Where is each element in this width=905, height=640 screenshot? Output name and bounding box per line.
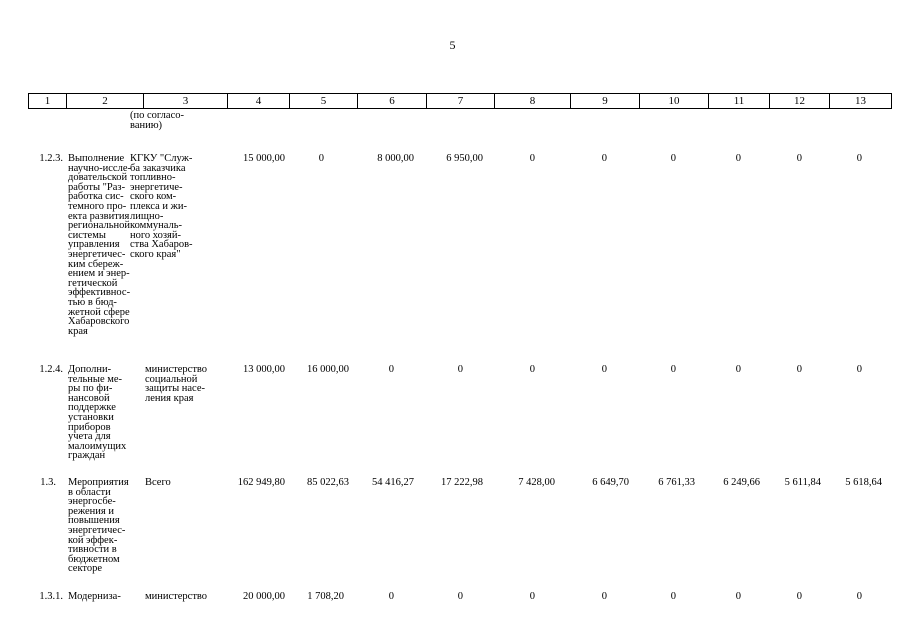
executor-cell: КГКУ "Служ- ба заказчика топливно- энергетиче- ского ком- плекса и жи- лищно- коммуналь- ного хозяй- ства Хабаров- ского края": [130, 153, 193, 260]
name-cell: Выполнение научно-иссле- довательской работы "Раз- работка сис- темного про- екта развития региональной системы управления энергетичес- ким сбереж- ением и энер- гетической эффективнос- тью в бюд- жетной сфере Хабаровского края: [68, 153, 131, 337]
code-cell: 1.3.1.: [39, 591, 63, 602]
name-cell: Мероприятия в области энергосбе- режения и повышения энергетичес- кой эффек- тивности в бюджетном секторе: [68, 477, 129, 575]
code-cell: 1.3.: [40, 477, 56, 488]
value-col-5: 0: [318, 153, 324, 164]
value-col-12: 0: [796, 153, 802, 164]
value-col-6: 54 416,27: [372, 477, 414, 488]
header-col-11: 11: [709, 94, 770, 108]
value-col-6: 0: [388, 364, 394, 375]
code-cell: 1.2.4.: [39, 364, 63, 375]
value-col-10: 0: [670, 364, 676, 375]
value-col-13: 0: [856, 364, 862, 375]
value-col-4: 15 000,00: [243, 153, 285, 164]
name-cell: Дополни- тельные ме- ры по фи- нансовой поддержке установки приборов учета для малоимущих граждан: [68, 364, 127, 462]
header-col-6: 6: [358, 94, 427, 108]
header-col-8: 8: [495, 94, 571, 108]
value-col-12: 5 611,84: [784, 477, 821, 488]
value-col-10: 0: [670, 591, 676, 602]
value-col-7: 0: [457, 591, 463, 602]
value-col-8: 0: [529, 364, 535, 375]
header-col-5: 5: [290, 94, 358, 108]
value-col-4: 162 949,80: [237, 477, 285, 488]
value-col-8: 0: [529, 153, 535, 164]
value-col-5: 16 000,00: [307, 364, 349, 375]
value-col-11: 6 249,66: [723, 477, 760, 488]
value-col-9: 6 649,70: [592, 477, 629, 488]
name-cell: Модерниза-: [68, 591, 121, 602]
executor-cell: министерство: [145, 591, 208, 602]
value-col-13: 5 618,64: [845, 477, 882, 488]
header-col-9: 9: [571, 94, 640, 108]
value-col-12: 0: [796, 364, 802, 375]
value-col-7: 6 950,00: [446, 153, 483, 164]
value-col-12: 0: [796, 591, 802, 602]
value-col-4: 13 000,00: [243, 364, 285, 375]
value-col-9: 0: [601, 153, 607, 164]
value-col-5: 1 708,20: [307, 591, 344, 602]
value-col-7: 17 222,98: [441, 477, 483, 488]
value-col-10: 0: [670, 153, 676, 164]
value-col-11: 0: [735, 364, 741, 375]
executor-cell: Всего: [145, 477, 171, 488]
table-header-row: [28, 93, 892, 109]
value-col-8: 0: [529, 591, 535, 602]
code-cell: 1.2.3.: [39, 153, 63, 164]
value-col-8: 7 428,00: [518, 477, 555, 488]
value-col-5: 85 022,63: [307, 477, 349, 488]
header-col-13: 13: [855, 95, 866, 107]
executor-cell: (по согласо- ванию): [130, 110, 184, 131]
value-col-7: 0: [457, 364, 463, 375]
header-col-3: 3: [144, 94, 228, 108]
value-col-6: 0: [388, 591, 394, 602]
header-col-10: 10: [640, 94, 709, 108]
header-col-12: 12: [770, 94, 830, 108]
value-col-13: 0: [856, 591, 862, 602]
value-col-10: 6 761,33: [658, 477, 695, 488]
value-col-13: 0: [856, 153, 862, 164]
value-col-11: 0: [735, 153, 741, 164]
header-col-4: 4: [228, 94, 290, 108]
value-col-6: 8 000,00: [377, 153, 414, 164]
executor-cell: министерство социальной защиты насе- ления края: [145, 364, 208, 404]
header-col-1: 1: [29, 94, 67, 108]
value-col-9: 0: [601, 364, 607, 375]
value-col-9: 0: [601, 591, 607, 602]
value-col-4: 20 000,00: [243, 591, 285, 602]
header-col-7: 7: [427, 94, 495, 108]
header-col-2: 2: [67, 94, 144, 108]
page-number: 5: [449, 38, 456, 52]
value-col-11: 0: [735, 591, 741, 602]
